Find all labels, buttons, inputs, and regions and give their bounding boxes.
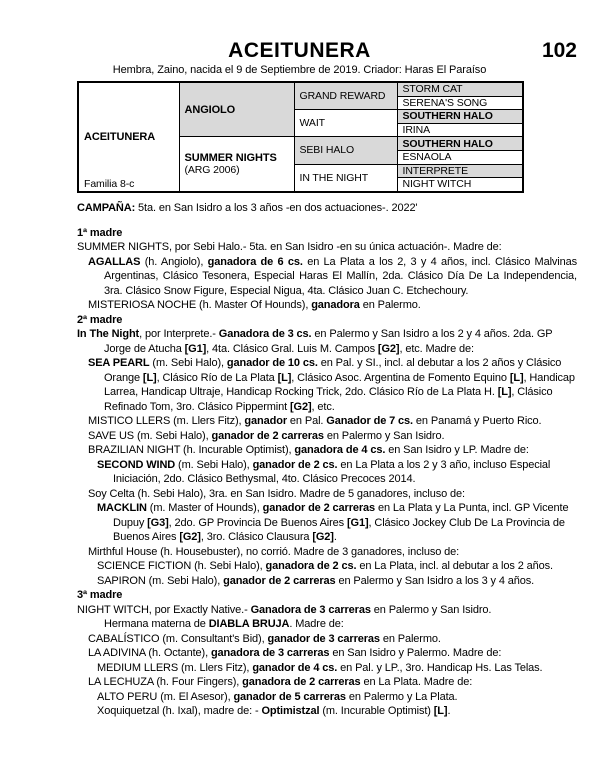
bold-text-run: [L] [497,386,512,398]
text-run: en Palermo. [379,632,441,645]
text-run: Hermana materna de [104,618,209,630]
text-run: (m. Sebi Halo), [149,357,227,369]
text-run: en San Isidro y LP. Madre de: [385,444,529,456]
pedigree-cell-grand-reward: GRAND REWARD [294,82,397,110]
text-run: , 4ta. Clásico Gral. Luis M. Campos [206,342,378,355]
agallas-entry [77,255,577,299]
bold-text-run: In The Night [77,328,140,340]
misteriosa-noche-entry [77,298,577,313]
text-run: , Clásico Refinado Tom, 3ro. Clásico Pippermint [104,386,553,413]
text-run: en La Plata y La Punta, incl. GP Vicente Dupuy [113,502,569,529]
text-run: ALTO PERU (m. El Asesor), [97,690,234,703]
text-run: (m. Incurable Optimist) [319,705,434,717]
text-run: Mirthful House (h. Housebuster), no corrió. Madre de 3 ganadores, incluso de: [88,545,460,558]
mistico-llers-entry [77,414,577,429]
la-adivina-entry [77,646,577,661]
bold-text-run: Ganadora de 3 cs. [218,328,312,340]
text-run: SCIENCE FICTION (h. Sebi Halo), [97,560,266,572]
text-run: NIGHT WITCH, por Exactly Native.- [77,603,251,616]
text-run: MISTERIOSA NOCHE (h. Master Of Hounds), [88,299,312,311]
bold-text-run: SEA PEARL [88,357,150,369]
cabalistico-entry [77,632,577,647]
xoquiquetzal-entry [77,704,577,719]
text-run: BRAZILIAN NIGHT (h. Incurable Optimist), [88,444,295,456]
text-run: , Clásico Jockey Club De La Provincia de Buenos Aires [113,516,565,543]
text-run: Soy Celta (h. Sebi Halo), 3ra. en San Isidro. Madre de 5 ganadores, incluso de: [88,487,465,500]
alto-peru-entry [77,690,577,705]
bold-text-run: [G2] [179,531,201,543]
bold-text-run: [G3] [147,516,169,529]
text-run: , Handicap Larrea, Handicap Ultraje, Handicap Rocking Trick, 2do. Clásico Río de La Plata H. [104,371,575,398]
bold-text-run: ganadora de 3 carreras [210,647,330,659]
text-run: , Clásico Río de La Plata [156,371,278,384]
sapiron-entry [77,574,577,589]
pedigree-cell-night-witch-7: NIGHT WITCH [397,178,523,192]
horse-name-title: ACEITUNERA [228,39,371,62]
bold-text-run: ganador de 10 cs. [226,357,318,369]
bold-text-run: ganador de 5 carreras [233,690,346,703]
text-run: en Palermo y San Isidro a los 3 y 4 años. [335,574,535,587]
bold-text-run: [L] [433,705,448,717]
text-run: 5ta. en San Isidro a los 3 años -en dos actuaciones-. 2022' [135,202,418,214]
page-header [77,40,577,77]
pedigree-cell-esnaola-5: ESNAOLA [397,150,523,164]
text-run: en Pal. y LP., 3ro. Handicap Hs. Las Telas. [337,661,543,674]
second-wind-entry [77,458,577,487]
bold-text-run: Optimistzal [261,705,320,717]
text-run: LA LECHUZA (h. Four Fingers), [88,676,243,688]
text-run: en Palermo y La Plata. [345,690,458,703]
text-run: LA ADIVINA (h. Octante), [88,647,211,659]
text-run: (m. Sebi Halo), [175,458,253,471]
bold-text-run: 2ª madre [77,313,123,326]
second-dam-heading [77,313,577,328]
bold-text-run: 3ª madre [77,589,123,601]
first-dam-heading [77,226,577,241]
pedigree-notes [77,201,577,719]
pedigree-subject-cell [78,82,179,192]
text-run: , etc. [311,400,335,413]
bold-text-run: [G2] [377,342,400,355]
text-run: en La Plata a los 2 y 3 año, incluso Especial Iniciación, 2do. Clásico Bethysmal, 4to. Clásico Precoces 2014. [113,458,551,485]
text-run: en La Plata. Madre de: [360,676,473,688]
text-run: en Palermo y San Isidro. [323,429,445,442]
bold-text-run: ganador [244,415,287,427]
text-run: en Pal. [286,415,327,427]
save-us-entry [77,429,577,444]
bold-text-run: ganador de 3 carreras [267,632,380,645]
bold-text-run: ganadora de 2 carreras [242,676,361,688]
bold-text-run: ganadora de 6 cs. [207,255,303,268]
subject-name: ACEITUNERA [84,130,156,143]
text-run: SAVE US (m. Sebi Halo), [88,429,212,442]
night-witch-entry [77,603,577,632]
pedigree-cell-wait: WAIT [294,110,397,137]
text-run: en Palermo. [359,299,421,311]
pedigree-cell-interprete-6: INTERPRETE [397,164,523,178]
sea-pearl-entry [77,356,577,414]
pedigree-table-body [78,82,523,192]
text-run: , Clásico Asoc. Argentina de Fomento Equino [291,371,510,384]
bold-text-run: [G1] [346,516,369,529]
horse-description-subtitle: Hembra, Zaino, nacida el 9 de Septiembre de 2019. Criador: Haras El Paraíso [112,64,487,76]
text-run: . Madre de: [289,618,344,630]
in-the-night-entry [77,327,577,356]
text-run: MEDIUM LLERS (m. Llers Fitz), [97,661,253,674]
bold-text-run: ganador de 4 cs. [252,661,338,674]
bold-text-run: Ganador de 7 cs. [326,415,413,427]
pedigree-cell-storm-cat-0: STORM CAT [397,82,523,96]
pedigree-cell-southern-halo-2: SOUTHERN HALO [397,110,523,124]
pedigree-cell-serena-s-song-1: SERENA'S SONG [397,96,523,110]
medium-llers-entry [77,661,577,676]
text-run: SAPIRON (m. Sebi Halo), [97,574,224,587]
text-run: Xoquiquetzal (h. Ixal), madre de: - [97,705,262,717]
text-run: en San Isidro y Palermo. Madre de: [329,647,502,659]
text-run: (m. Master of Hounds), [146,502,263,514]
text-run: en La Plata a los 2, 3 y 4 años, incl. Clásico Malvinas Argentinas, Clásico Tesonera, Especial Haras El Mallín, 2da. Clásico Día De La Independencia, 3ra. Clásico Snow Figure, Especial Nigua, 4ta. Clásico Juan C. Etchechoury. [104,255,578,297]
text-run: en Palermo y San Isidro. [370,603,492,616]
bold-text-run: ganador de 2 carreras [262,502,376,514]
bold-text-run: AGALLAS [88,255,141,268]
bold-text-run: [G2] [312,531,334,543]
text-run: en Palermo y San Isidro a los 2 y 4 años. 2da. GP Jorge de Atucha [104,328,553,355]
summer-nights-entry [77,240,577,255]
bold-text-run: MACKLIN [97,502,147,514]
bold-text-run: ganadora [311,299,360,311]
bold-text-run: ganador de 2 cs. [252,458,338,471]
bold-text-run: 1ª madre [77,226,123,239]
science-fiction-entry [77,559,577,574]
text-run: CABALÍSTICO (m. Consultant's Bid), [88,632,268,645]
text-run: en La Plata, incl. al debutar a los 2 años. [356,560,553,572]
text-run: , 2do. GP Provincia De Buenos Aires [168,516,347,529]
bold-text-run: SECOND WIND [97,458,176,471]
bold-text-run: [G2] [290,400,312,413]
bold-text-run: DIABLA BRUJA [208,618,290,630]
text-run: (h. Angiolo), [140,255,208,268]
pedigree-table [77,81,524,193]
text-run: MISTICO LLERS (m. Llers Fitz), [88,415,245,427]
bold-text-run: [L] [142,371,157,384]
mirthful-house-entry [77,545,577,560]
bold-text-run: ganador de 2 carreras [211,429,324,442]
text-run: , 3ro. Clásico Clausura [200,531,313,543]
title-row [77,40,577,62]
family-label: Familia 8-c [84,177,135,190]
pedigree-cell-southern-halo-4: SOUTHERN HALO [397,137,523,151]
bold-text-run: CAMPAÑA: [77,202,136,214]
pedigree-cell-sebi-halo: SEBI HALO [294,137,397,164]
pedigree-cell-in-the-night: IN THE NIGHT [294,164,397,192]
text-run: en Pal. y SI., incl. al debutar a los 2 años y Clásico Orange [104,357,562,384]
text-run: , por Interprete.- [139,328,219,340]
third-dam-heading [77,588,577,603]
soy-celta-entry [77,487,577,502]
campaign-line [77,201,577,216]
bold-text-run: [L] [277,371,292,384]
brazilian-night-entry [77,443,577,458]
pedigree-cell-angiolo: ANGIOLO [179,82,294,137]
bold-text-run: Ganadora de 3 carreras [250,603,371,616]
macklin-entry [77,501,577,545]
bold-text-run: ganadora de 2 cs. [265,560,357,572]
bold-text-run: [G1] [184,342,207,355]
text-run: SUMMER NIGHTS, por Sebi Halo.- 5ta. en San Isidro -en su única actuación-. Madre de: [77,241,502,253]
text-run: . [333,531,337,543]
pedigree-cell-irina-3: IRINA [397,123,523,137]
text-run: . [447,705,451,717]
bold-text-run: [L] [509,371,524,384]
catalog-number: 102 [541,39,577,62]
text-run: en Panamá y Puerto Rico. [413,415,542,427]
la-lechuza-entry [77,675,577,690]
bold-text-run: ganadora de 4 cs. [294,444,386,456]
text-run: , etc. Madre de: [399,342,474,355]
bold-text-run: ganador de 2 carreras [223,574,336,587]
pedigree-cell-summer-nights: SUMMER NIGHTS (ARG 2006) [179,137,294,192]
